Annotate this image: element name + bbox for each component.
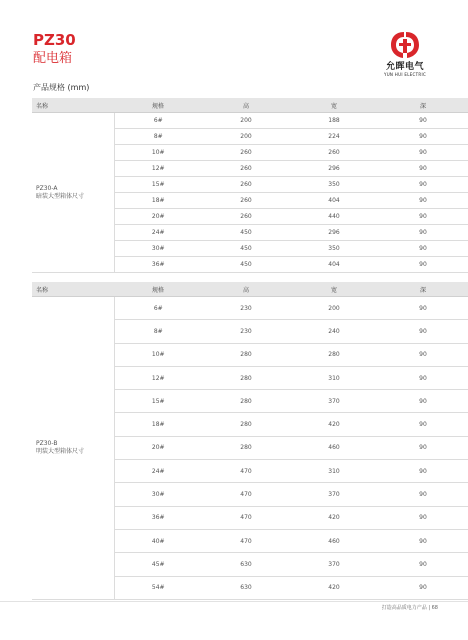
cell-width: 296 [290, 161, 378, 177]
cell-width: 310 [290, 460, 378, 483]
cell-depth: 90 [378, 209, 468, 225]
cell-spec: 8# [114, 320, 202, 343]
column-header-height: 高 [202, 282, 290, 297]
column-header-width: 宽 [290, 98, 378, 113]
cell-width: 310 [290, 366, 378, 389]
cell-spec: 40# [114, 529, 202, 552]
cell-depth: 90 [378, 529, 468, 552]
cell-spec: 24# [114, 225, 202, 241]
cell-height: 630 [202, 576, 290, 599]
cell-width: 420 [290, 576, 378, 599]
product-code: PZ30 [33, 31, 76, 49]
cell-height: 230 [202, 320, 290, 343]
group-name: PZ30-B [36, 439, 58, 447]
cell-depth: 90 [378, 436, 468, 459]
cell-depth: 90 [378, 553, 468, 576]
cell-height: 470 [202, 460, 290, 483]
cell-width: 460 [290, 529, 378, 552]
table-row [32, 297, 468, 320]
cell-height: 280 [202, 436, 290, 459]
cell-width: 404 [290, 257, 378, 273]
section-label: 产品规格 (mm) [33, 83, 90, 92]
column-header-name: 名称 [32, 98, 114, 113]
product-name: 配电箱 [33, 51, 73, 66]
cell-depth: 90 [378, 390, 468, 413]
cell-depth: 90 [378, 161, 468, 177]
group-description: 明装大型箱体尺寸 [36, 447, 85, 455]
cell-height: 450 [202, 225, 290, 241]
cell-depth: 90 [378, 113, 468, 129]
cell-depth: 90 [378, 145, 468, 161]
cell-width: 280 [290, 343, 378, 366]
footer-text: 打造高品质电力产品 [381, 605, 427, 611]
group-name: PZ30-A [36, 184, 58, 192]
table-body [32, 113, 468, 273]
brand-logo [374, 30, 436, 76]
group-description: 暗装大型箱体尺寸 [36, 192, 85, 200]
cell-depth: 90 [378, 460, 468, 483]
cell-spec: 15# [114, 177, 202, 193]
cell-height: 260 [202, 193, 290, 209]
cell-spec: 30# [114, 483, 202, 506]
group-name-cell [32, 297, 114, 600]
cell-depth: 90 [378, 177, 468, 193]
cell-width: 188 [290, 113, 378, 129]
cell-width: 460 [290, 436, 378, 459]
cell-spec: 6# [114, 113, 202, 129]
brand-name-en: YUN HUI ELECTRIC [383, 72, 427, 77]
cell-width: 370 [290, 483, 378, 506]
cell-spec: 36# [114, 506, 202, 529]
cell-width: 440 [290, 209, 378, 225]
cell-width: 350 [290, 241, 378, 257]
cell-width: 296 [290, 225, 378, 241]
cell-spec: 10# [114, 145, 202, 161]
cell-spec: 36# [114, 257, 202, 273]
brand-name-cn: 允晖电气 [385, 62, 424, 72]
brand-emblem-icon [388, 30, 422, 60]
cell-height: 260 [202, 145, 290, 161]
cell-height: 470 [202, 483, 290, 506]
footer-separator: | [428, 605, 432, 611]
cell-spec: 18# [114, 193, 202, 209]
cell-height: 470 [202, 529, 290, 552]
column-header-name: 名称 [32, 282, 114, 297]
cell-spec: 54# [114, 576, 202, 599]
cell-depth: 90 [378, 193, 468, 209]
cell-spec: 15# [114, 390, 202, 413]
cell-height: 280 [202, 390, 290, 413]
cell-height: 470 [202, 506, 290, 529]
table-body [32, 297, 468, 600]
cell-width: 224 [290, 129, 378, 145]
column-header-width: 宽 [290, 282, 378, 297]
cell-width: 370 [290, 390, 378, 413]
cell-width: 200 [290, 297, 378, 320]
cell-depth: 90 [378, 506, 468, 529]
cell-spec: 6# [114, 297, 202, 320]
column-header-spec: 规格 [114, 98, 202, 113]
cell-width: 370 [290, 553, 378, 576]
cell-depth: 90 [378, 366, 468, 389]
cell-depth: 90 [378, 320, 468, 343]
cell-depth: 90 [378, 241, 468, 257]
spec-table-a [32, 98, 468, 273]
cell-width: 404 [290, 193, 378, 209]
cell-spec: 24# [114, 460, 202, 483]
cell-width: 260 [290, 145, 378, 161]
cell-spec: 12# [114, 366, 202, 389]
cell-depth: 90 [378, 129, 468, 145]
cell-spec: 20# [114, 209, 202, 225]
cell-spec: 30# [114, 241, 202, 257]
cell-depth: 90 [378, 576, 468, 599]
cell-height: 200 [202, 129, 290, 145]
cell-height: 230 [202, 297, 290, 320]
column-header-depth: 深 [378, 98, 468, 113]
cell-spec: 8# [114, 129, 202, 145]
cell-height: 260 [202, 177, 290, 193]
cell-height: 450 [202, 241, 290, 257]
table-header-row [32, 98, 468, 113]
cell-height: 450 [202, 257, 290, 273]
cell-depth: 90 [378, 483, 468, 506]
footer-divider [0, 601, 468, 602]
cell-depth: 90 [378, 343, 468, 366]
page-number: 68 [431, 605, 438, 611]
spec-table-b [32, 282, 468, 600]
group-name-cell [32, 113, 114, 273]
cell-width: 350 [290, 177, 378, 193]
cell-depth: 90 [378, 413, 468, 436]
column-header-spec: 规格 [114, 282, 202, 297]
cell-height: 260 [202, 161, 290, 177]
cell-width: 420 [290, 506, 378, 529]
table-header-row [32, 282, 468, 297]
cell-height: 280 [202, 413, 290, 436]
cell-depth: 90 [378, 225, 468, 241]
page-footer [382, 604, 438, 611]
cell-width: 240 [290, 320, 378, 343]
cell-spec: 10# [114, 343, 202, 366]
table-row [32, 113, 468, 129]
column-header-depth: 深 [378, 282, 468, 297]
cell-height: 280 [202, 343, 290, 366]
cell-spec: 20# [114, 436, 202, 459]
cell-depth: 90 [378, 297, 468, 320]
cell-spec: 45# [114, 553, 202, 576]
cell-height: 260 [202, 209, 290, 225]
cell-spec: 18# [114, 413, 202, 436]
cell-spec: 12# [114, 161, 202, 177]
cell-height: 200 [202, 113, 290, 129]
cell-height: 630 [202, 553, 290, 576]
column-header-height: 高 [202, 98, 290, 113]
cell-depth: 90 [378, 257, 468, 273]
cell-width: 420 [290, 413, 378, 436]
cell-height: 280 [202, 366, 290, 389]
